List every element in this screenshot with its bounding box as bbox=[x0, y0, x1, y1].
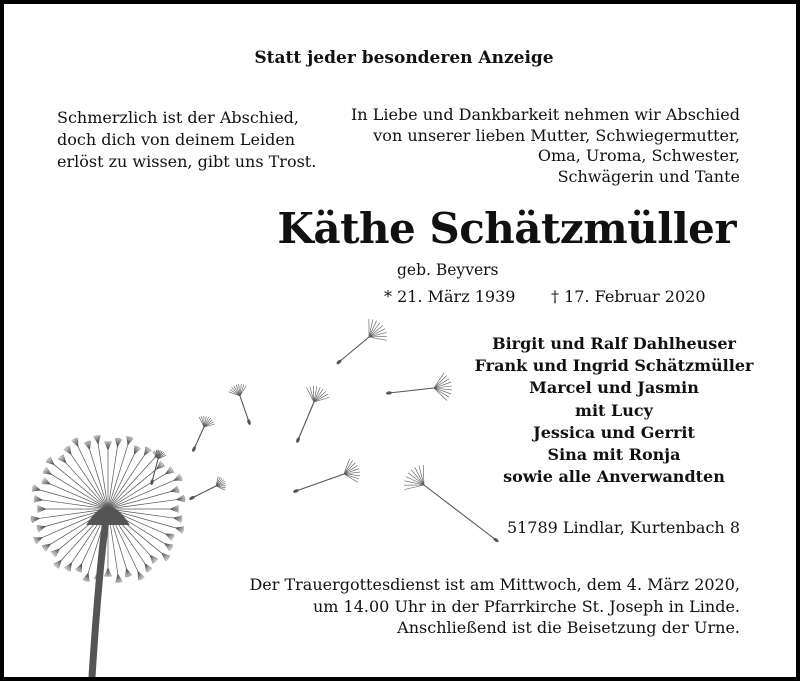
mourner-entry: sowie alle Anverwandten bbox=[503, 467, 725, 487]
family-address: 51789 Lindlar, Kurtenbach 8 bbox=[506, 518, 740, 537]
mourner-entry: mit Lucy bbox=[575, 400, 653, 420]
mourner-entry: Marcel und Jasmin bbox=[529, 378, 699, 398]
farewell-intro bbox=[351, 105, 740, 187]
intro-line: von unserer lieben Mutter, Schwiegermutter, bbox=[373, 125, 740, 145]
service-line: Anschließend ist die Beisetzung der Urne. bbox=[397, 618, 740, 637]
intro-line: In Liebe und Dankbarkeit nehmen wir Abschied bbox=[350, 105, 740, 124]
mourner-entry: Sina mit Ronja bbox=[547, 445, 681, 465]
motto-line: erlöst zu wissen, gibt uns Trost. bbox=[57, 152, 317, 171]
maiden-name: geb. Beyvers bbox=[397, 261, 499, 279]
death-date: † 17. Februar 2020 bbox=[551, 287, 706, 306]
service-line: um 14.00 Uhr in der Pfarrkirche St. Joseph in Linde. bbox=[312, 596, 740, 616]
service-line: Der Trauergottesdienst ist am Mittwoch, dem 4. März 2020, bbox=[249, 575, 740, 594]
motto-text bbox=[57, 107, 316, 173]
deceased-name: Käthe Schätzmüller bbox=[277, 204, 736, 253]
mourner-entry: Jessica und Gerrit bbox=[533, 422, 695, 442]
birth-date: * 21. März 1939 bbox=[384, 287, 516, 306]
mourner-entry: Birgit und Ralf Dahlheuser bbox=[492, 334, 736, 353]
notice-header: Statt jeder besonderen Anzeige bbox=[254, 48, 554, 68]
service-info bbox=[249, 574, 740, 639]
intro-line: Oma, Uroma, Schwester, bbox=[537, 146, 740, 165]
motto-line: doch dich von deinem Leiden bbox=[57, 130, 296, 149]
mourners-list bbox=[454, 333, 774, 488]
mourner-entry: Frank und Ingrid Schätzmüller bbox=[474, 356, 754, 376]
motto-line: Schmerzlich ist der Abschied, bbox=[57, 108, 300, 127]
intro-line: Schwägerin und Tante bbox=[557, 166, 740, 186]
